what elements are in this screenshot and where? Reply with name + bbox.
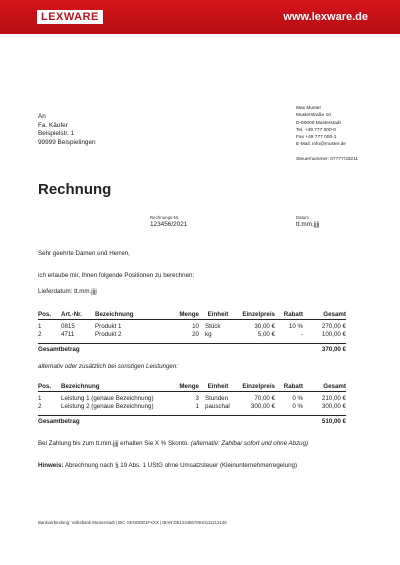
col-unit-price: Einzelpreis [242, 382, 275, 390]
intro-text: ich erlaube mir, Ihnen folgende Positionen zu berechnen: [38, 272, 195, 279]
sender-line: Max Muster [296, 106, 322, 111]
cell: 2 [38, 403, 42, 410]
payment-alternative: (alternativ: Zahlbar sofort und ohne Abzug) [190, 440, 309, 447]
sender-line: Fax +49 777 000-1 [296, 135, 337, 141]
total-value: 510,00 € [321, 418, 346, 425]
payment-terms [38, 440, 308, 447]
cell: Leistung 1 (genaue Bezeichnung) [61, 395, 154, 402]
cell: kg [205, 331, 212, 338]
sender-line: E-Mail: info@muster.de [296, 142, 346, 148]
tax-notice [38, 462, 297, 469]
date-label: Datum [296, 215, 309, 220]
website-url[interactable]: www.lexware.de [283, 11, 368, 23]
invoice-number-label: Rechnungs-Nr. [150, 215, 180, 220]
col-description: Bezeichnung [61, 382, 100, 390]
col-quantity: Menge [179, 382, 199, 390]
cell: - [300, 331, 303, 338]
total-label: Gesamtbetrag [38, 418, 80, 425]
cell: 0 % [292, 395, 303, 402]
alternative-note: alternativ oder zusätzlich bei sonstigen Leistungen: [38, 363, 178, 370]
col-total: Gesamt [323, 310, 346, 318]
sender-address [296, 105, 346, 149]
salutation: Sehr geehrte Damen und Herren, [38, 250, 130, 257]
sender-line: Tel. +49 777 000-0 [296, 127, 336, 133]
cell: 300,00 € [250, 403, 275, 410]
col-discount: Rabatt [283, 310, 303, 318]
bank-details-footer: Bankverbindung: Volksbank Musterstadt | BIC GENODE1FXXX | IBAN DE12345678910111213145 [38, 520, 227, 525]
payment-text: Bei Zahlung bis zum tt.mm.jjjj erhalten Sie X % Skonto. [38, 440, 189, 447]
cell: Produkt 2 [95, 331, 122, 338]
cell: 3 [195, 395, 199, 402]
col-total: Gesamt [323, 382, 346, 390]
cell: 10 % [288, 323, 303, 330]
sender-line: D-80000 Musterstadt [296, 120, 341, 126]
date-value: tt.mm.jjjj [296, 221, 320, 228]
product-table [38, 309, 346, 339]
tax-number: Steuernummer: 07777/33211 [296, 157, 359, 162]
cell: 210,00 € [321, 395, 346, 402]
sender-line: Musterstraße 10 [296, 113, 331, 119]
cell: 5,00 € [257, 331, 275, 338]
total-divider [38, 415, 346, 416]
cell: 70,00 € [254, 395, 275, 402]
table-row [38, 392, 346, 404]
cell: Stück [205, 323, 221, 330]
delivery-date: Lieferdatum: tt.mm.jjjj [38, 288, 97, 295]
table-row [38, 403, 346, 411]
cell: 20 [192, 331, 199, 338]
cell: 10 [192, 323, 199, 330]
recipient-line: An [38, 113, 46, 120]
cell: 30,00 € [254, 323, 275, 330]
col-unit: Einheit [207, 382, 229, 390]
cell: 300,00 € [321, 403, 346, 410]
table-header-row [38, 309, 346, 320]
col-pos: Pos. [38, 310, 52, 318]
total-value: 370,00 € [321, 346, 346, 353]
cell: 0 % [292, 403, 303, 410]
header-bar [0, 0, 400, 34]
col-quantity: Menge [179, 310, 199, 318]
table-row [38, 331, 346, 339]
recipient-line: Fa. Käufer [38, 121, 68, 129]
cell: 1 [38, 323, 42, 330]
col-pos: Pos. [38, 382, 52, 390]
cell: 4711 [61, 331, 75, 338]
col-unit-price: Einzelpreis [242, 310, 275, 318]
cell: 0815 [61, 323, 75, 330]
total-row [38, 418, 346, 425]
col-description: Bezeichnung [95, 310, 134, 318]
col-discount: Rabatt [283, 382, 303, 390]
cell: 2 [38, 331, 42, 338]
total-row [38, 346, 346, 353]
total-label: Gesamtbetrag [38, 346, 80, 353]
cell: 270,00 € [321, 323, 346, 330]
notice-text: Abrechnung nach § 19 Abs. 1 UStG ohne Umsatzsteuer (Kleinunternehmerregelung) [64, 462, 298, 469]
document-title: Rechnung [38, 181, 112, 198]
total-divider [38, 343, 346, 344]
recipient-line: Beispielstr. 1 [38, 130, 75, 138]
table-header-row [38, 381, 346, 392]
cell: 100,00 € [321, 331, 346, 338]
cell: Stunden [205, 395, 229, 402]
recipient-address [38, 113, 96, 147]
cell: 1 [195, 403, 199, 410]
col-art-nr: Art.-Nr. [61, 310, 82, 318]
table-row [38, 320, 346, 332]
col-unit: Einheit [207, 310, 229, 318]
cell: 1 [38, 395, 42, 402]
invoice-number: 123456/2021 [150, 221, 188, 228]
service-table [38, 381, 346, 411]
cell: Leistung 2 (genaue Bezeichnung) [61, 403, 154, 410]
lexware-logo: LEXWARE [37, 10, 103, 24]
cell: pauschal [205, 403, 230, 410]
recipient-line: 99999 Beispielingen [38, 138, 96, 146]
notice-label: Hinweis: [38, 462, 64, 469]
cell: Produkt 1 [95, 323, 122, 330]
